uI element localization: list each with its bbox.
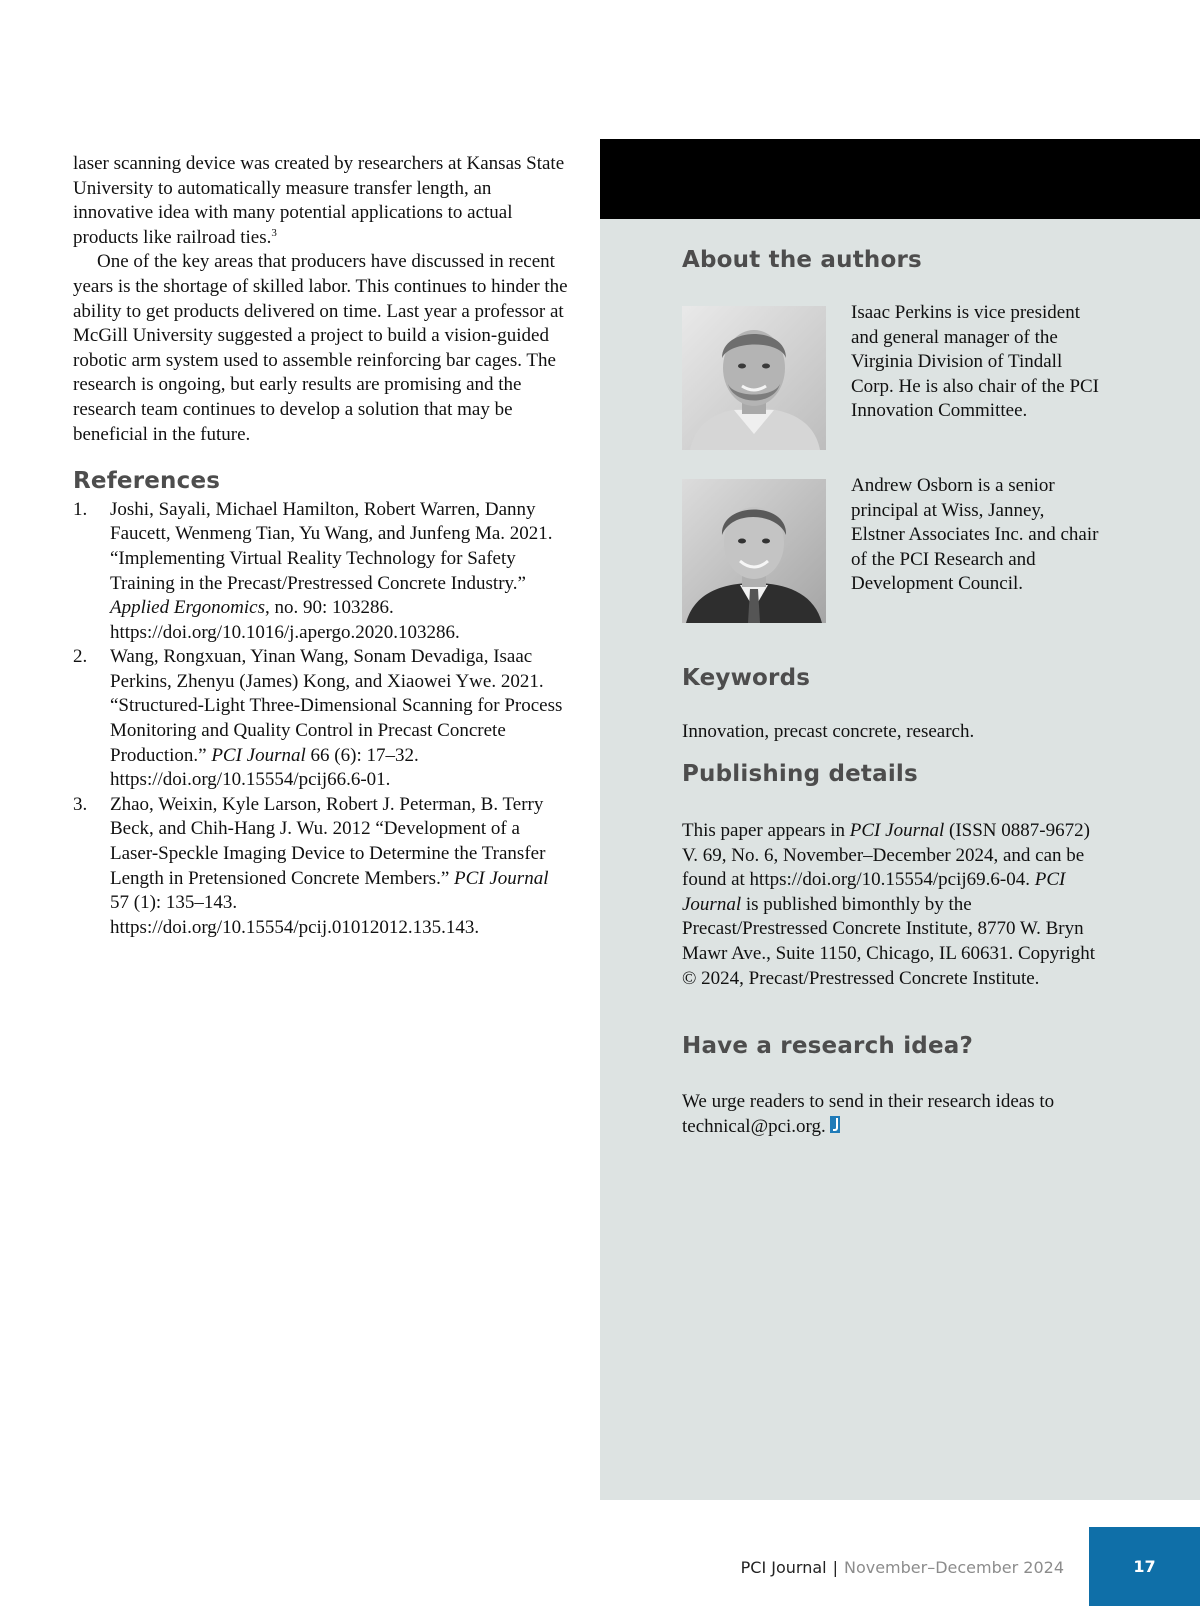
publishing-text-part: This paper appears in: [682, 820, 850, 841]
reference-journal: PCI Journal: [454, 867, 549, 889]
reference-journal: Applied Ergonomics: [110, 597, 265, 619]
reference-text: Wang, Rongxuan, Yinan Wang, Sonam Devadiga, Isaac Perkins, Zhenyu (James) Kong, and Xiaowei Ywe. 2021. “Structured-Light Three-Dimensional Scanning for Process Monitoring and Quality Control in Precast Concrete Production.”: [110, 646, 563, 766]
reference-text: , no. 90: 103286. https://doi.org/10.1016/j.apergo.2020.103286.: [110, 597, 460, 643]
keywords-text: Innovation, precast concrete, research.: [682, 721, 975, 742]
author-photo-isaac-perkins: [682, 306, 826, 450]
sidebar-panel: [600, 139, 1200, 1500]
research-idea-text: [682, 1090, 1102, 1139]
reference-item: [73, 498, 568, 646]
publishing-text-part: (ISSN 0887-9672) V. 69, No. 6, November–December 2024, and can be found at https://doi.org/10.15554/pcij69.6-04.: [682, 820, 1090, 891]
keywords-heading: Keywords: [682, 665, 811, 691]
reference-number: 1.: [73, 498, 88, 520]
end-of-article-mark-icon: [830, 1116, 840, 1133]
publishing-details-text: [682, 819, 1102, 991]
body-paragraph: One of the key areas that producers have discussed in recent years is the shortage of skilled labor. This continues to hinder the ability to get products delivered on time. Last year a professor at McGill University suggested a project to build a vision-guided robotic arm system used to assemble reinforcing bar cages. The research is ongoing, but early results are promising and the research team continues to develop a solution that may be beneficial in the future.: [73, 251, 568, 445]
reference-text: Zhao, Weixin, Kyle Larson, Robert J. Peterman, B. Terry Beck, and Chih-Hang J. Wu. 2012 “Development of a Laser-Speckle Imaging Device to Determine the Transfer Length in Pretensioned Concrete Members.”: [110, 793, 546, 889]
author-bio-isaac-perkins: Isaac Perkins is vice president and general manager of the Virginia Division of Tindall Corp. He is also chair of the PCI Innovation Committee.: [851, 302, 1100, 422]
page-footer: [741, 1558, 1064, 1577]
footer-separator: |: [832, 1558, 838, 1577]
reference-number: 2.: [73, 646, 88, 668]
body-paragraph-text: laser scanning device was created by researchers at Kansas State University to automatically measure transfer length, an innovative idea with many potential applications to actual products like railroad ties.: [73, 153, 565, 248]
publishing-text-part: is published bimonthly by the Precast/Prestressed Concrete Institute, 8770 W. Bryn Mawr Ave., Suite 1150, Chicago, IL 60631. Copyright © 2024, Precast/Prestressed Concrete Institute.: [682, 893, 1096, 989]
body-paragraph: [73, 152, 568, 250]
research-idea-text-body: We urge readers to send in their research ideas to technical@pci.org.: [682, 1091, 1055, 1137]
reference-text: Joshi, Sayali, Michael Hamilton, Robert Warren, Danny Faucett, Wenmeng Tian, Yu Wang, and Junfeng Ma. 2021. “Implementing Virtual Reality Technology for Safety Training in the Precast/Prestressed Concrete Industry.”: [110, 498, 553, 594]
page-number: 17: [1133, 1557, 1156, 1576]
footer-issue-date: November–December 2024: [843, 1558, 1064, 1577]
reference-item: [73, 793, 568, 941]
main-column: [73, 152, 568, 940]
reference-journal: PCI Journal: [211, 744, 306, 766]
footer-journal-name: PCI Journal: [740, 1558, 827, 1577]
reference-text: 57 (1): 135–143. https://doi.org/10.15554/pcij.01012012.135.143.: [110, 892, 480, 938]
citation-superscript: 3: [271, 226, 277, 239]
author-bio-andrew-osborn: Andrew Osborn is a senior principal at Wiss, Janney, Elstner Associates Inc. and chair of the PCI Research and Development Council.: [851, 475, 1099, 595]
reference-item: [73, 645, 568, 793]
about-authors-heading: About the authors: [682, 247, 922, 273]
research-idea-heading: Have a research idea?: [682, 1033, 974, 1059]
author-photo-andrew-osborn: [682, 479, 826, 623]
reference-text: 66 (6): 17–32. https://doi.org/10.15554/pcij66.6-01.: [110, 744, 419, 791]
references-list: [73, 498, 568, 941]
publishing-journal-name: PCI Journal: [682, 869, 1066, 915]
page-number-box: [1089, 1527, 1200, 1606]
references-heading: References: [73, 468, 221, 495]
publishing-details-heading: Publishing details: [682, 761, 918, 787]
publishing-journal-name: PCI Journal: [849, 820, 945, 841]
sidebar-header-bar: [600, 139, 1200, 219]
reference-number: 3.: [73, 793, 88, 815]
